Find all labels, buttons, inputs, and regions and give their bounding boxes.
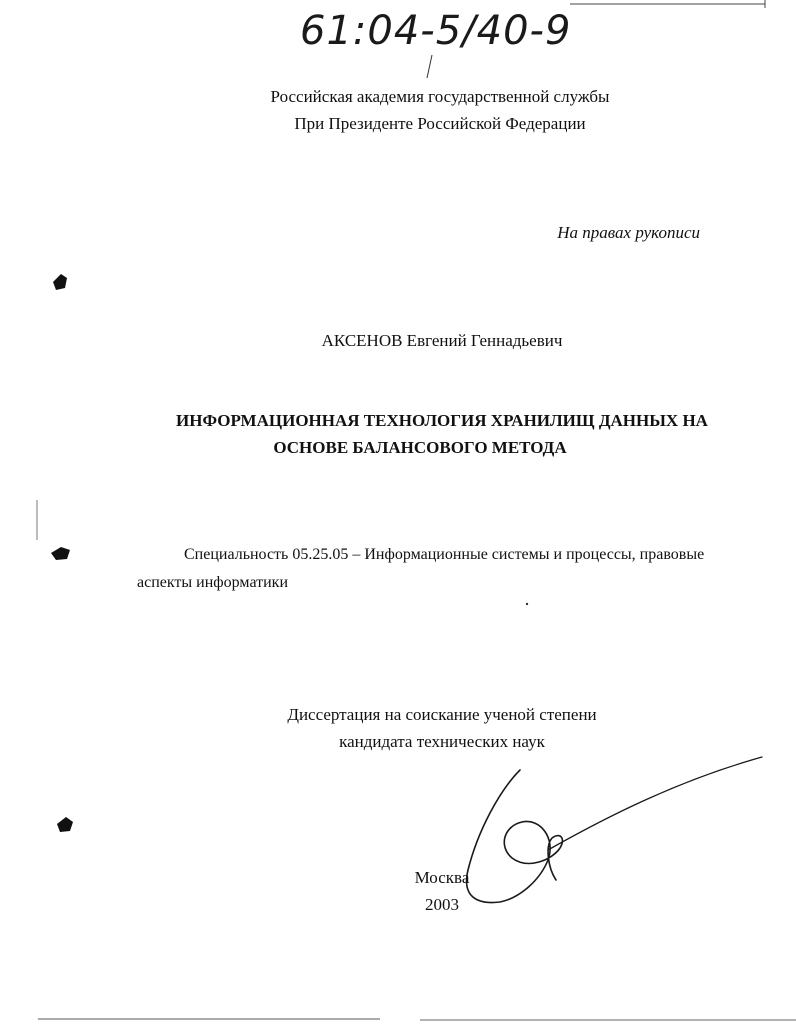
signature-stroke (467, 770, 563, 903)
degree-line-2: кандидата технических наук (339, 732, 545, 751)
specialty-line-1: Специальность 05.25.05 – Информационные системы и процессы, правовые (184, 546, 705, 563)
signature-flourish (548, 757, 762, 850)
author-name: АКСЕНОВ Евгений Геннадьевич (321, 331, 563, 350)
institution-line-2: При Президенте Российской Федерации (294, 114, 586, 133)
manuscript-note: На правах рукописи (557, 223, 700, 242)
archive-stamp: 61:04-5/40-9 (300, 8, 572, 54)
city: Москва (414, 868, 470, 887)
thesis-title-line-1: ИНФОРМАЦИОННАЯ ТЕХНОЛОГИЯ ХРАНИЛИЩ ДАННЫХ НА (176, 411, 708, 430)
degree-line-1: Диссертация на соискание ученой степени (287, 705, 597, 724)
thesis-title-line-2: ОСНОВЕ БАЛАНСОВОГО МЕТОДА (273, 438, 567, 457)
specialty-line-2: аспекты информатики (137, 574, 289, 591)
institution-line-1: Российская академия государственной службы (270, 87, 610, 106)
year: 2003 (425, 895, 459, 914)
